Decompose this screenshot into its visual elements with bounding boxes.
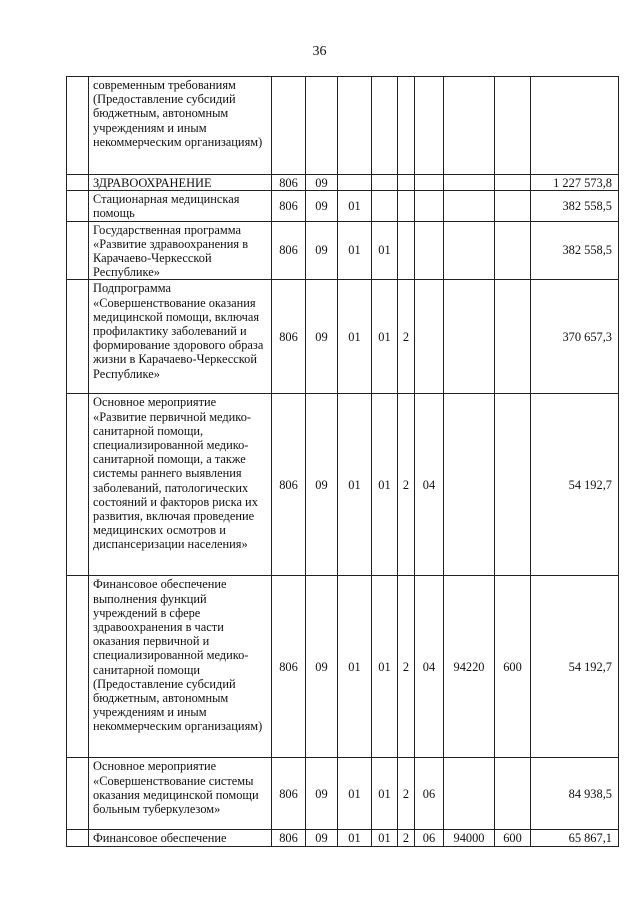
code-cell-vr <box>495 77 531 175</box>
code-cell-p2 <box>398 77 415 175</box>
code-cell-p2: 2 <box>398 394 415 576</box>
amount-cell: 84 938,5 <box>531 758 619 830</box>
code-cell-vr <box>495 758 531 830</box>
code-cell-p1: 01 <box>372 758 398 830</box>
code-cell-vr <box>495 221 531 280</box>
code-cell-p4 <box>444 175 495 191</box>
item-name-cell: Основное мероприятие «Совершенствование системы оказания медицинской помощи больным туберкулезом» <box>89 758 272 830</box>
code-cell-rz: 09 <box>306 175 338 191</box>
table-row <box>67 280 619 394</box>
code-cell-p4 <box>444 394 495 576</box>
table-row <box>67 394 619 576</box>
amount-cell <box>531 77 619 175</box>
code-cell-p1: 01 <box>372 280 398 394</box>
code-cell-p4 <box>444 191 495 221</box>
code-cell-gr: 806 <box>272 175 306 191</box>
code-cell-p3 <box>415 175 444 191</box>
code-cell-pr: 01 <box>338 221 372 280</box>
empty-cell <box>67 280 89 394</box>
item-name-cell: Стационарная медицинская помощь <box>89 191 272 221</box>
amount-cell: 382 558,5 <box>531 191 619 221</box>
code-cell-rz: 09 <box>306 576 338 758</box>
item-name-cell: Государственная программа «Развитие здравоохранения в Карачаево-Черкесской Республике» <box>89 221 272 280</box>
code-cell-pr: 01 <box>338 280 372 394</box>
code-cell-p3: 04 <box>415 394 444 576</box>
page-number: 36 <box>312 44 327 59</box>
budget-table <box>66 76 619 847</box>
code-cell-p2: 2 <box>398 576 415 758</box>
code-cell-p1 <box>372 77 398 175</box>
code-cell-p3 <box>415 221 444 280</box>
code-cell-gr: 806 <box>272 191 306 221</box>
code-cell-p1: 01 <box>372 394 398 576</box>
code-cell-p2: 2 <box>398 280 415 394</box>
empty-cell <box>67 758 89 830</box>
code-cell-gr: 806 <box>272 830 306 846</box>
code-cell-pr: 01 <box>338 758 372 830</box>
empty-cell <box>67 576 89 758</box>
empty-cell <box>67 77 89 175</box>
code-cell-pr: 01 <box>338 394 372 576</box>
code-cell-pr <box>338 175 372 191</box>
code-cell-rz: 09 <box>306 221 338 280</box>
empty-cell <box>67 830 89 846</box>
code-cell-p1: 01 <box>372 221 398 280</box>
code-cell-p2: 2 <box>398 830 415 846</box>
code-cell-p4 <box>444 280 495 394</box>
item-name-cell: Подпрограмма «Совершенствование оказания медицинской помощи, включая профилактику заболеваний и формирование здорового образа жизни в Карачаево-Черкесской Республике» <box>89 280 272 394</box>
empty-cell <box>67 175 89 191</box>
code-cell-rz <box>306 77 338 175</box>
amount-cell: 382 558,5 <box>531 221 619 280</box>
code-cell-pr: 01 <box>338 830 372 846</box>
code-cell-p4: 94000 <box>444 830 495 846</box>
code-cell-p2: 2 <box>398 758 415 830</box>
code-cell-p3: 04 <box>415 576 444 758</box>
code-cell-p3: 06 <box>415 758 444 830</box>
code-cell-gr: 806 <box>272 576 306 758</box>
code-cell-gr: 806 <box>272 758 306 830</box>
table-row <box>67 576 619 758</box>
empty-cell <box>67 191 89 221</box>
code-cell-gr <box>272 77 306 175</box>
code-cell-p4 <box>444 77 495 175</box>
code-cell-rz: 09 <box>306 758 338 830</box>
code-cell-p4 <box>444 221 495 280</box>
item-name-cell: Финансовое обеспечение выполнения функций учреждений в сфере здравоохранения в части оказания первичной и специализированной медико-санитарной помощи (Предоставление субсидий бюджетным, автономным учреждениям и иным некоммерческим организациям) <box>89 576 272 758</box>
code-cell-p2 <box>398 175 415 191</box>
code-cell-rz: 09 <box>306 191 338 221</box>
empty-cell <box>67 394 89 576</box>
code-cell-gr: 806 <box>272 394 306 576</box>
amount-cell: 54 192,7 <box>531 576 619 758</box>
code-cell-vr: 600 <box>495 576 531 758</box>
code-cell-p2 <box>398 191 415 221</box>
code-cell-p2 <box>398 221 415 280</box>
table-row <box>67 758 619 830</box>
amount-cell: 1 227 573,8 <box>531 175 619 191</box>
table-row <box>67 830 619 846</box>
code-cell-pr <box>338 77 372 175</box>
code-cell-gr: 806 <box>272 280 306 394</box>
code-cell-p4: 94220 <box>444 576 495 758</box>
code-cell-pr: 01 <box>338 576 372 758</box>
table-row <box>67 175 619 191</box>
amount-cell: 370 657,3 <box>531 280 619 394</box>
table-row <box>67 221 619 280</box>
table-row <box>67 191 619 221</box>
code-cell-pr: 01 <box>338 191 372 221</box>
code-cell-p1 <box>372 191 398 221</box>
code-cell-p1 <box>372 175 398 191</box>
code-cell-p1: 01 <box>372 830 398 846</box>
code-cell-gr: 806 <box>272 221 306 280</box>
item-name-cell: Основное мероприятие «Развитие первичной медико-санитарной помощи, специализированной медико-санитарной помощи, а также системы раннего выявления заболеваний, патологических состояний и факторов риска их развития, включая проведение медицинских осмотров и диспансеризации населения» <box>89 394 272 576</box>
code-cell-p1: 01 <box>372 576 398 758</box>
code-cell-p3 <box>415 191 444 221</box>
code-cell-rz: 09 <box>306 830 338 846</box>
code-cell-vr: 600 <box>495 830 531 846</box>
code-cell-p3 <box>415 280 444 394</box>
item-name-cell: Финансовое обеспечение <box>89 830 272 846</box>
code-cell-p3: 06 <box>415 830 444 846</box>
table-row <box>67 77 619 175</box>
code-cell-rz: 09 <box>306 394 338 576</box>
code-cell-p4 <box>444 758 495 830</box>
item-name-cell: современным требованиям (Предоставление субсидий бюджетным, автономным учреждениям и иным некоммерческим организациям) <box>89 77 272 175</box>
code-cell-vr <box>495 394 531 576</box>
code-cell-p3 <box>415 77 444 175</box>
code-cell-vr <box>495 175 531 191</box>
code-cell-vr <box>495 280 531 394</box>
item-name-cell: ЗДРАВООХРАНЕНИЕ <box>89 175 272 191</box>
amount-cell: 65 867,1 <box>531 830 619 846</box>
code-cell-rz: 09 <box>306 280 338 394</box>
amount-cell: 54 192,7 <box>531 394 619 576</box>
empty-cell <box>67 221 89 280</box>
code-cell-vr <box>495 191 531 221</box>
